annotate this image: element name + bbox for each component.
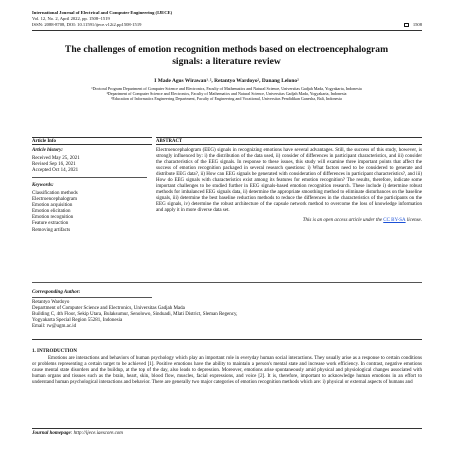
page-number: 1508 xyxy=(412,22,422,27)
homepage-label: Journal homepage xyxy=(32,431,71,436)
corresponding-divider xyxy=(32,297,152,298)
affiliation-3: ³Education of Informatics Engineering Department, Faculty of Engineering and Vocational, Universitas Pendidikan Ganesha, Bali, Indonesia xyxy=(111,96,342,102)
corresponding-line: Yogyakarta Special Region 55281, Indonesia xyxy=(32,317,123,323)
header-rule xyxy=(32,30,422,31)
affiliation-1: ¹Doctoral Program Department of Computer Science and Electronics, Faculty of Mathematics and Natural Science, Universitas Gadjah Mada, Yogyakarta, Indonesia xyxy=(91,86,362,91)
keyword-item: Classification methods xyxy=(32,190,78,196)
footer-rule xyxy=(32,428,422,429)
journal-homepage xyxy=(32,431,123,436)
info-divider xyxy=(32,177,147,178)
license-suffix: license. xyxy=(405,217,422,223)
keyword-item: Feature extraction xyxy=(32,221,69,227)
corresponding-author xyxy=(32,290,422,330)
keyword-item: Removing artifacts xyxy=(32,227,71,233)
license-prefix: This is an open access article under the xyxy=(302,217,384,223)
history-revised: Revised Sep 16, 2021 xyxy=(32,162,76,168)
license-line xyxy=(156,218,422,224)
journal-book-icon xyxy=(404,23,409,27)
abstract-text: Electroencephalogram (EEG) signals in recognizing emotions have several advantages. Still, the success of this study, however, is strongly influenced by: i) the distribution of the data used, ii) consider of differences in participant characteristics, and iii) consider the characteristics of the EEG signals. In response to these issues, this study will examine three important points that affect the success of emotion recognition packaged in several research questions: i) What factors need to be considered to generate and distribute EEG data?, ii) How can EEG signals be generated with consideration of differences in participant characteristics?, and iii) How do EEG signals with characteristics exist among its features for emotion recognition? The results, therefore, indicate some important challenges to be studied further in EEG signals-based emotion recognition research. These include i) determine robust methods for imbalanced EEG signals data, ii) determine the appropriate smoothing method to eliminate disturbances on the baseline signals, iii) determine the best baseline reduction methods to reduce the differences in the characteristics of the participants on the EEG signals, iv) determine the robust architecture of the capsule network method to overcome the loss of knowledge information and apply it in more diverse data set. xyxy=(156,148,422,214)
affiliation-2: ²Department of Computer Science and Electronics, Faculty of Mathematics and Natural Science, Universitas Gadjah Mada, Yogyakarta, Indonesia xyxy=(106,91,347,97)
corresponding-line: Retantyo Wardoyo xyxy=(32,299,70,305)
keyword-item: Electroencephalogram xyxy=(32,197,77,203)
license-link[interactable]: CC BY-SA xyxy=(383,217,406,223)
introduction-heading: 1. INTRODUCTION xyxy=(32,349,78,354)
article-info-table xyxy=(32,137,422,277)
journal-header xyxy=(32,10,422,28)
paper-title: The challenges of emotion recognition methods based on electroencephalogram signals: a literature review xyxy=(64,44,389,67)
article-info-panel xyxy=(32,148,152,234)
abstract-heading: ABSTRACT xyxy=(156,137,422,145)
history-received: Received May 25, 2021 xyxy=(32,156,80,162)
keyword-item: Emotion elicitation xyxy=(32,209,71,215)
corresponding-label: Corresponding Author: xyxy=(32,290,81,295)
corresponding-line: Building C, 4th Floor, Sekip Utara, Bulaksumur, Senolowo, Sinduadi, Mlati District, Sleman Regency, xyxy=(32,311,238,317)
affiliations xyxy=(48,86,405,102)
table-bottom-rule xyxy=(32,282,422,283)
journal-name: International Journal of Electrical and Computer Engineering (IJECE) xyxy=(32,10,173,15)
history-accepted: Accepted Oct 14, 2021 xyxy=(32,168,79,174)
journal-volume: Vol. 12, No. 2, April 2022, pp. 1508~1519 xyxy=(32,16,110,21)
corresponding-line: Department of Computer Science and Electronics, Universitas Gadjah Mada xyxy=(32,305,185,311)
article-info-heading: Article Info xyxy=(32,137,152,145)
homepage-url[interactable]: : http://ijece.iaescore.com xyxy=(70,431,123,436)
paper-authors: I Made Agus Wirawan¹˒², Retantyo Wardoyo², Danang Lelono² xyxy=(154,78,299,84)
corresponding-email: Email: rw@ugm.ac.id xyxy=(32,323,77,329)
keyword-item: Emotion acquisition xyxy=(32,203,73,209)
keywords-label: Keywords: xyxy=(32,182,54,188)
history-label: Article history: xyxy=(32,148,63,153)
abstract-panel xyxy=(156,148,422,224)
keyword-item: Emotion recognition xyxy=(32,215,74,221)
introduction-section xyxy=(32,349,422,386)
journal-issn: ISSN: 2088-8708, DOI: 10.11591/ijece.v12i2.pp1508-1519 xyxy=(32,22,142,27)
corresponding-bottom-rule xyxy=(32,339,422,340)
introduction-text: Emotions are interactions and behaviors of human psychology which play an important role in everyday human social interactions. They usually arise as a response to certain conditions or problems representing a certain target to be achieved [1]. Positive emotions have the ability to maintain a person's mental state and increase work efficiency. In contrast, negative emotions cause mental state disorders and the buildup, at the top of the day, also leads to depression. Moreover, emotions arise spontaneously amid physical and physiological changes associated with human organs and tissues such as the brain, heart, skin, blood flow, muscles, facial expressions, and voice [2]. It is, therefore, important to acknowledge human emotions in an effort to understand human psychological interactions and behavior. There are generally two major categories of emotion recognition methods which are: i) physical or external aspects of humans and xyxy=(32,356,422,386)
